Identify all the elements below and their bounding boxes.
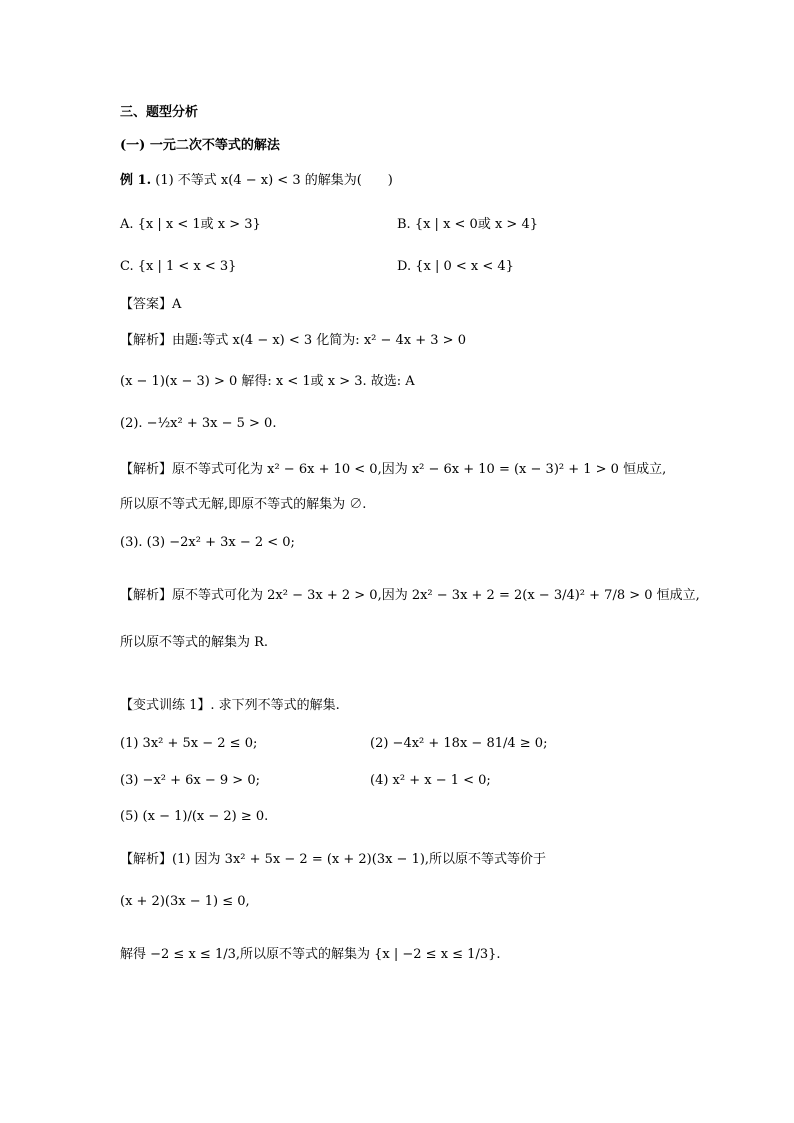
variant1-analysis-line2: (x + 2)(3x − 1) ≤ 0, [120,894,250,909]
variant1-item2: (2) −4x² + 18x − 81/4 ≥ 0; [370,736,548,751]
variant1-item5: (5) (x − 1)/(x − 2) ≥ 0. [120,809,269,824]
variant1-item3: (3) −x² + 6x − 9 > 0; [120,773,260,788]
option-a: A. {x | x < 1或 x > 3} [120,217,261,232]
example1-label: 例 1. [120,173,152,188]
example1-question2: (2). −½x² + 3x − 5 > 0. [120,416,277,431]
analysis1-line1: 【解析】由题:等式 x(4 − x) < 3 化简为: x² − 4x + 3 > 0 [120,333,466,348]
option-c: C. {x | 1 < x < 3} [120,259,237,274]
analysis3-line1: 【解析】原不等式可化为 2x² − 3x + 2 > 0,因为 2x² − 3x + 2 = 2(x − 3/4)² + 7/8 > 0 恒成立, [120,588,700,603]
variant1-analysis-line1: 【解析】(1) 因为 3x² + 5x − 2 = (x + 2)(3x − 1),所以原不等式等价于 [120,852,547,867]
option-d: D. {x | 0 < x < 4} [397,259,514,274]
analysis1-line2: (x − 1)(x − 3) > 0 解得: x < 1或 x > 3. 故选: A [120,374,415,389]
analysis2-line1: 【解析】原不等式可化为 x² − 6x + 10 < 0,因为 x² − 6x + 10 = (x − 3)² + 1 > 0 恒成立, [120,462,667,477]
option-b: B. {x | x < 0或 x > 4} [397,217,538,232]
analysis3-line2: 所以原不等式的解集为 R. [120,635,269,650]
answer-line: 【答案】A [120,297,182,312]
example1-question3: (3). (3) −2x² + 3x − 2 < 0; [120,535,295,550]
variant1-title: 【变式训练 1】. 求下列不等式的解集. [120,698,340,713]
analysis2-line2: 所以原不等式无解,即原不等式的解集为 ∅. [120,497,367,512]
variant1-item1: (1) 3x² + 5x − 2 ≤ 0; [120,736,258,751]
section-title: 三、题型分析 [120,105,199,120]
subsection-title: (一) 一元二次不等式的解法 [120,138,280,153]
variant1-item4: (4) x² + x − 1 < 0; [370,773,491,788]
example1-q1: (1) 不等式 x(4 − x) < 3 的解集为( ) [155,173,393,188]
example1-question1 [120,174,393,187]
variant1-analysis-line3: 解得 −2 ≤ x ≤ 1/3,所以原不等式的解集为 {x | −2 ≤ x ≤ 1/3}. [120,947,501,962]
